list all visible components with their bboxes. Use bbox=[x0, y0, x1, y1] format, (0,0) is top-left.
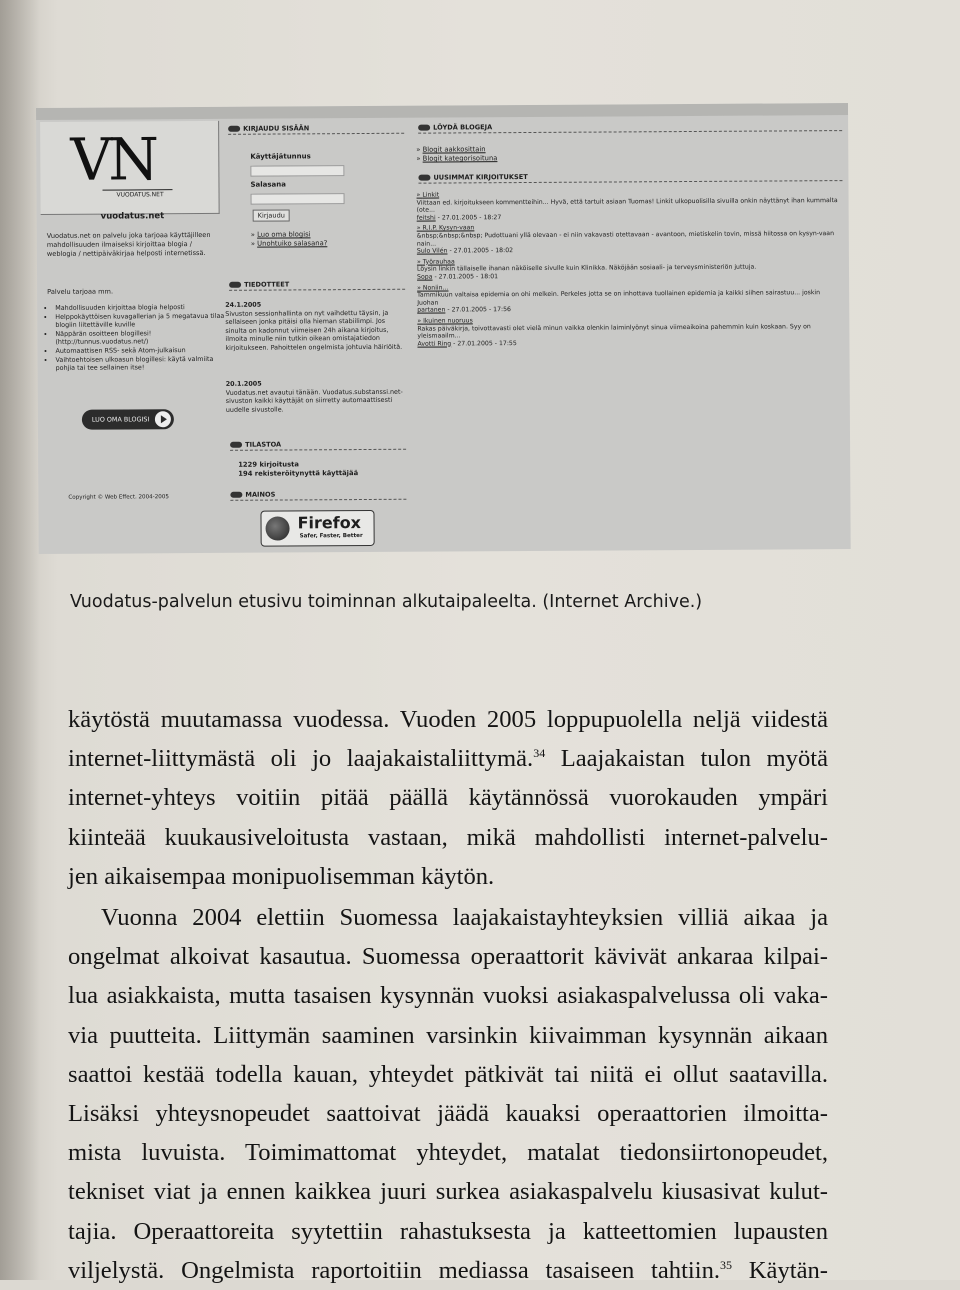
post-title[interactable]: » Ikuinen nuoruus bbox=[417, 315, 843, 325]
header-pill-icon bbox=[229, 282, 241, 288]
text-line-part: Käytän- bbox=[732, 1256, 828, 1284]
post-item bbox=[417, 189, 843, 222]
page-gutter-shadow bbox=[0, 0, 40, 1280]
ads-header bbox=[230, 490, 406, 501]
post-time: 27.01.2005 - 18:01 bbox=[438, 273, 499, 281]
post-author[interactable]: Avotti Ring bbox=[417, 340, 452, 348]
body-text bbox=[68, 700, 828, 1290]
password-input[interactable] bbox=[251, 193, 345, 205]
figure-top-bar bbox=[36, 103, 848, 120]
news-text: Sivuston sessionhallinta on nyt vaihdettu täysin, ja sellaiseen jonka pitäisi olla hieman stabiilimpi. Jos sinulta on kadonnut viimeisen 24h aikana kirjoitus, ilmoita minulle niin tutkin oikean omistajatiedon kirjoitukseen. Pahoittelen ongelmista johtuvia häiriöitä. bbox=[225, 308, 403, 352]
post-title[interactable]: » Työrauhaa bbox=[417, 256, 843, 266]
text-line-part: Laajakaistan tulon myötä bbox=[545, 745, 828, 773]
stats-header bbox=[230, 440, 406, 451]
intro-text: Vuodatus.net on palvelu joka tarjoaa käyttäjilleen mahdollisuuden ilmaiseksi kirjoittaa blogia / weblogia / nettipäiväkirjaa helposti internetissä. bbox=[46, 230, 211, 258]
post-excerpt: &nbsp;&nbsp;&nbsp; Pudottuani yllä olevaan - ei niin vakavasti otettavaan - avantoon, mietiskelin tovin, missä hiitossa on kysyn-vaan nain... bbox=[416, 230, 835, 248]
blogs-alphabetical-link[interactable]: Blogit aakkosittain bbox=[422, 145, 486, 154]
feature-item: • Helppokäyttöisen kuvagallerian ja 5 megatavua tilaa blogiin liitettäville kuville bbox=[55, 311, 227, 329]
post-meta: Avotti Ring - 27.01.2005 - 17:55 bbox=[417, 339, 517, 348]
find-blogs-link[interactable] bbox=[416, 154, 497, 163]
post-time: 27.01.2005 - 17:56 bbox=[451, 306, 512, 314]
header-pill-icon bbox=[418, 175, 430, 181]
firefox-ad-banner[interactable] bbox=[260, 510, 374, 547]
text-line: saattoi kestää todella kauan, yhteydet pätkivät tai niitä ei ollut saatavilla. bbox=[68, 1060, 828, 1088]
header-pill-icon bbox=[418, 125, 430, 131]
text-line: tekniset viat ja ennen kaikkea juuri surkea asiakaspalvelu kiusasivat kulut- bbox=[68, 1178, 828, 1206]
post-time: 27.01.2005 - 18:27 bbox=[441, 213, 502, 222]
firefox-tagline: Safer, Faster, Better bbox=[299, 533, 363, 540]
username-label: Käyttäjätunnus bbox=[250, 152, 311, 161]
post-excerpt: Tammikuun valtaisa epidemia on ohi melkein. Perkeles jotta se on inhottava tuollainen epidemia ja kaikki siihen sairastuu... joskin Juohan bbox=[417, 289, 821, 307]
text-line: via puutteita. Liittymän saaminen varsinkin kiivaimman kysynnän aikaan bbox=[68, 1021, 828, 1049]
login-links bbox=[251, 230, 328, 248]
username-input[interactable] bbox=[250, 165, 344, 177]
login-link[interactable] bbox=[251, 239, 328, 248]
stats-header-label: TILASTOA bbox=[245, 440, 282, 449]
paragraph-2 bbox=[68, 898, 828, 1290]
text-line bbox=[68, 1251, 828, 1290]
stats-block bbox=[238, 460, 358, 479]
text-line: kiinteää kuukausiveloitusta vastaan, mikä mahdollisti internet-palvelu- bbox=[68, 823, 828, 851]
text-line: Vuonna 2004 elettiin Suomessa laajakaistayhteyksien villiä aikaa ja bbox=[101, 904, 828, 932]
post-author[interactable]: feitshi bbox=[416, 214, 436, 222]
footnote-ref: 35 bbox=[720, 1257, 733, 1272]
login-link[interactable] bbox=[251, 230, 328, 239]
text-line: tajia. Operaattoreita syytettiin rahastuksesta ja katteettomien lupausten bbox=[68, 1217, 828, 1245]
logo-mark: VN bbox=[70, 125, 156, 194]
forgot-password-link[interactable]: Unohtuiko salasana? bbox=[257, 239, 328, 248]
create-blog-label: LUO OMA BLOGISI bbox=[91, 415, 150, 424]
login-button[interactable]: Kirjaudu bbox=[253, 209, 290, 221]
ads-header-label: MAINOS bbox=[245, 490, 276, 499]
find-blogs-links bbox=[416, 145, 497, 163]
offer-text: Palvelu tarjoaa mm. bbox=[47, 287, 114, 296]
stats-line: 1229 kirjoitusta bbox=[238, 460, 300, 469]
logo-domain: VUODATUS.NET bbox=[116, 191, 164, 199]
create-blog-link[interactable]: Luo oma blogisi bbox=[257, 230, 311, 239]
news-date: 24.1.2005 bbox=[225, 300, 262, 309]
firefox-title: Firefox bbox=[297, 513, 362, 533]
find-blogs-header bbox=[418, 121, 842, 134]
news-date: 20.1.2005 bbox=[225, 379, 262, 388]
play-arrow-icon bbox=[155, 411, 171, 427]
header-pill-icon bbox=[230, 442, 242, 448]
text-line-part: viljelystä. Ongelmista raportoitiin mediassa tasaiseen tahtiin. bbox=[68, 1256, 721, 1284]
firefox-logo-icon bbox=[266, 516, 290, 540]
text-line: Lisäksi yhteysnopeudet saattoivat jäädä kauaksi operaattorien ilmoitta- bbox=[68, 1100, 828, 1128]
news-text: Vuodatus.net avautui tänään. Vuodatus.substanssi.net-sivuston kaikki käyttäjät on siirretty automaattisesti uudelle sivustolle. bbox=[225, 387, 403, 414]
text-line bbox=[68, 739, 828, 778]
text-line: internet-yhteys voitiin pitää päällä käytännössä vuorokauden ympäri bbox=[68, 784, 828, 812]
footnote-ref: 34 bbox=[533, 746, 546, 761]
site-logo bbox=[40, 121, 220, 215]
post-meta: feitshi - 27.01.2005 - 18:27 bbox=[416, 213, 502, 222]
text-line: käytöstä muutamassa vuodessa. Vuoden 2005 loppupuolella neljä viidestä bbox=[68, 706, 828, 733]
news-header-label: TIEDOTTEET bbox=[244, 280, 290, 289]
text-line: jen aikaisempaa monipuolisemman käytön. bbox=[68, 862, 495, 890]
post-time: 27.01.2005 - 18:02 bbox=[453, 247, 514, 255]
figure-screenshot bbox=[36, 103, 851, 554]
create-blog-button[interactable] bbox=[82, 409, 174, 430]
find-blogs-link[interactable] bbox=[416, 145, 497, 154]
text-line: ongelmat alkoivat kasautua. Suomessa operaattorit kävivät ankaraa kilpai- bbox=[68, 943, 828, 971]
post-title[interactable]: » Linkit bbox=[417, 189, 843, 199]
login-header bbox=[228, 124, 404, 135]
post-time: 27.01.2005 - 17:55 bbox=[457, 339, 517, 348]
post-excerpt: Löysin linkin tällaiselle ihanan näköiselle sivulle kuin Klinikka. Näköjään sosiaali- ja terveysministeriön juttuja. bbox=[416, 263, 757, 274]
header-pill-icon bbox=[230, 492, 242, 498]
post-item bbox=[417, 315, 843, 348]
password-label: Salasana bbox=[250, 180, 286, 189]
post-meta: partanen - 27.01.2005 - 17:56 bbox=[417, 306, 512, 314]
post-author[interactable]: Sulo Vilén bbox=[416, 247, 448, 255]
post-excerpt: Viittaan ed. kirjoitukseen kommentteihin... Hyvä, että tartuit asiaan Tuomas! Linkit ulkopuolisilla sivuilla onkin näyttänyt ihan kummalta (ote... bbox=[416, 196, 838, 214]
text-line-part: internet-liittymästä oli jo laajakaistaliittymä. bbox=[68, 745, 534, 773]
feature-list bbox=[47, 303, 227, 373]
news-header bbox=[229, 280, 405, 291]
header-pill-icon bbox=[228, 126, 240, 132]
feature-item: • Näppärän osoitteen blogillesi! (http://tunnus.vuodatus.net/) bbox=[55, 329, 227, 347]
stats-line: 194 rekisteröitynyttä käyttäjää bbox=[238, 469, 359, 478]
feature-item: • Mahdollisuuden kirjoittaa blogia helposti bbox=[55, 303, 227, 313]
paragraph-1 bbox=[68, 700, 828, 896]
news-item bbox=[225, 300, 405, 352]
post-meta: Sopa - 27.01.2005 - 18:01 bbox=[417, 273, 499, 281]
post-excerpt: Rakas päiväkirja, toivottavasti olet vielä minun vaikka olenkin laiminlyönyt sinua viimeaikoina pahemmin kuin koskaan. Syy on yleismaailm... bbox=[417, 322, 811, 340]
post-author[interactable]: partanen bbox=[417, 306, 446, 314]
login-header-label: KIRJAUDU SISÄÄN bbox=[243, 124, 310, 133]
post-meta: Sulo Vilén - 27.01.2005 - 18:02 bbox=[416, 247, 514, 255]
post-title[interactable]: » Noniin... bbox=[417, 282, 843, 292]
text-line: lua asiakkaista, mutta tasaisen kysynnän vuoksi asiakaspalvelussa oli vaka- bbox=[68, 982, 828, 1010]
figure-caption: Vuodatus-palvelun etusivu toiminnan alkutaipaleelta. (Internet Archive.) bbox=[70, 592, 703, 612]
post-item bbox=[417, 256, 843, 281]
news-item bbox=[226, 379, 406, 414]
site-name: vuodatus.net bbox=[100, 211, 165, 222]
post-item bbox=[417, 222, 843, 255]
blogs-categorized-link[interactable]: Blogit kategorisoituna bbox=[422, 154, 498, 163]
feature-item: • Automaattisen RSS- sekä Atom-julkaisun bbox=[55, 346, 227, 356]
latest-header-label: UUSIMMAT KIRJOITUKSET bbox=[433, 172, 528, 182]
copyright-text: Copyright © Web Effect. 2004-2005 bbox=[68, 494, 170, 501]
feature-item: • Vaihtoehtoisen ulkoasun blogillesi: käytä valmiita pohjia tai tee sellainen itse! bbox=[56, 354, 228, 372]
post-item bbox=[417, 282, 843, 315]
latest-header bbox=[418, 171, 842, 184]
post-title[interactable]: » R.I.P. Kysyn-vaan bbox=[417, 222, 843, 232]
text-line: mista luvuista. Toimimattomat yhteydet, matalat tiedonsiirtonopeudet, bbox=[68, 1139, 828, 1167]
find-blogs-header-label: LÖYDÄ BLOGEJA bbox=[433, 123, 493, 132]
post-author[interactable]: Sopa bbox=[417, 273, 433, 281]
latest-posts bbox=[417, 189, 844, 351]
